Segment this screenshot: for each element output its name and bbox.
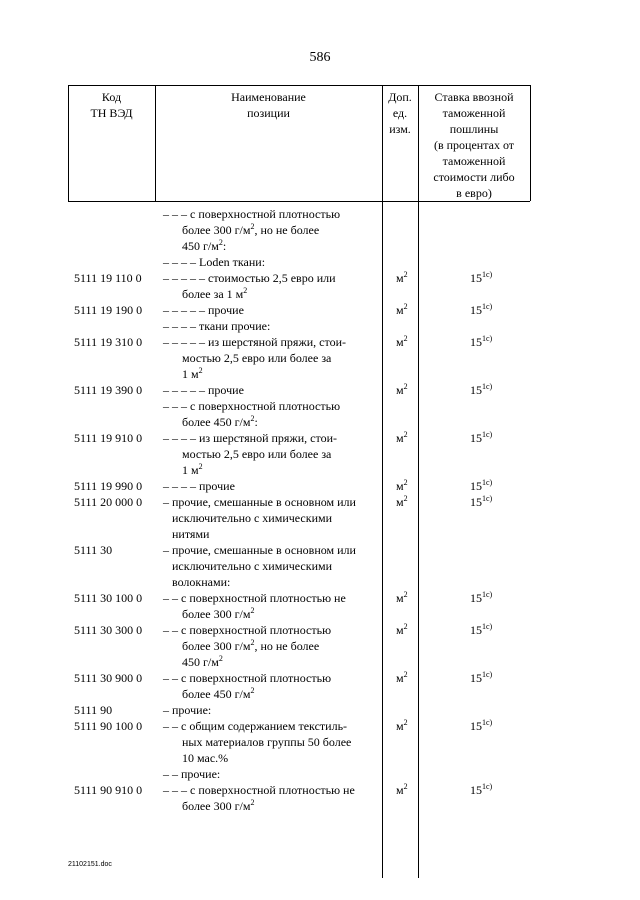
- header-name: Наименование позиции: [231, 90, 306, 120]
- position-name: [163, 270, 383, 302]
- tariff-code: 5111 30 100 0: [74, 591, 143, 605]
- supplementary-unit: $м^2$: [396, 334, 408, 349]
- supplementary-unit: $м^2$: [396, 670, 408, 685]
- duty-rate: $15^{1c)}$: [470, 718, 493, 733]
- position-name-line: – – с поверхностной плотностью не: [163, 591, 346, 605]
- position-name-line: исключительно с химическими: [172, 559, 333, 573]
- supplementary-unit: $м^2$: [396, 718, 408, 733]
- duty-rate: $15^{1c)}$: [470, 494, 493, 509]
- supplementary-unit: $м^2$: [396, 430, 408, 445]
- position-name-line: более 300 $г/м^2$: [182, 798, 255, 813]
- supplementary-unit: $м^2$: [396, 590, 408, 605]
- supplementary-unit: $м^2$: [396, 270, 408, 285]
- position-name-line: более 300 $г/м^2$: [182, 606, 255, 621]
- table-top-border: [68, 85, 530, 86]
- header-bottom-border: [68, 201, 530, 202]
- position-name: [163, 782, 383, 814]
- header-code: Код ТН ВЭД: [90, 90, 133, 120]
- tariff-code: 5111 19 990 0: [74, 479, 143, 493]
- position-name: [163, 622, 383, 670]
- position-name-line: – – – – – стоимостью 2,5 евро или: [163, 271, 336, 285]
- tariff-code: 5111 90 100 0: [74, 719, 143, 733]
- duty-rate: $15^{1c)}$: [470, 334, 493, 349]
- supplementary-unit: $м^2$: [396, 622, 408, 637]
- position-name-line: – – – с поверхностной плотностью: [163, 207, 341, 221]
- position-name-line: нитями: [172, 527, 210, 541]
- duty-rate: $15^{1c)}$: [470, 670, 493, 685]
- tariff-code: 5111 30: [74, 543, 113, 557]
- position-name-line: мостью 2,5 евро или более за: [182, 447, 332, 461]
- position-name: [163, 494, 383, 542]
- header-unit: Доп. ед. изм.: [388, 90, 412, 136]
- position-name-line: 10 мас.%: [182, 751, 229, 765]
- duty-rate: $15^{1c)}$: [470, 622, 493, 637]
- position-name-line: – прочие, смешанные в основном или: [163, 495, 356, 509]
- position-name: [163, 382, 383, 398]
- position-name: [163, 254, 383, 270]
- duty-rate: $15^{1c)}$: [470, 590, 493, 605]
- supplementary-unit: $м^2$: [396, 478, 408, 493]
- position-name-line: 450 $г/м^2$:: [182, 238, 227, 253]
- tariff-code: 5111 90: [74, 703, 113, 717]
- position-name-line: ных материалов группы 50 более: [182, 735, 352, 749]
- position-name-line: – – с поверхностной плотностью: [163, 671, 332, 685]
- supplementary-unit: $м^2$: [396, 494, 408, 509]
- tariff-code: 5111 19 390 0: [74, 383, 143, 397]
- position-name-line: 1 $м^2$: [182, 462, 203, 477]
- position-name-line: – – прочие:: [163, 767, 221, 781]
- position-name-line: – – с общим содержанием текстиль-: [163, 719, 348, 733]
- duty-rate: $15^{1c)}$: [470, 478, 493, 493]
- position-name: [163, 206, 383, 254]
- duty-rate: $15^{1c)}$: [470, 270, 493, 285]
- position-name: [163, 766, 383, 782]
- position-name-line: – – – – Loden ткани:: [163, 255, 266, 269]
- position-name: [163, 430, 383, 478]
- tariff-code: 5111 19 310 0: [74, 335, 143, 349]
- position-name: [163, 334, 383, 382]
- position-name-line: более 450 $г/м^2$: [182, 686, 255, 701]
- duty-rate: $15^{1c)}$: [470, 382, 493, 397]
- position-name: [163, 702, 383, 718]
- position-name: [163, 302, 383, 318]
- duty-rate: $15^{1c)}$: [470, 782, 493, 797]
- position-name: [163, 398, 383, 430]
- position-name: [163, 718, 383, 766]
- column-divider: [418, 85, 419, 878]
- tariff-code: 5111 19 910 0: [74, 431, 143, 445]
- position-name-line: 1 $м^2$: [182, 366, 203, 381]
- footer-filename: 21102151.doc: [68, 861, 112, 868]
- position-name-line: – – – – – из шерстяной пряжи, стои-: [163, 335, 346, 349]
- position-name: [163, 590, 383, 622]
- position-name-line: волокнами:: [172, 575, 231, 589]
- position-name-line: более 300 $г/м^2$, но не более: [182, 638, 320, 653]
- position-name-line: – – – – из шерстяной пряжи, стои-: [163, 431, 337, 445]
- position-name-line: исключительно с химическими: [172, 511, 333, 525]
- position-name-line: – – – – ткани прочие:: [163, 319, 271, 333]
- position-name-line: – – – – прочие: [163, 479, 235, 493]
- position-name: [163, 318, 383, 334]
- tariff-code: 5111 30 300 0: [74, 623, 143, 637]
- tariff-code: 5111 19 190 0: [74, 303, 143, 317]
- duty-rate: $15^{1c)}$: [470, 430, 493, 445]
- position-name-line: – прочие, смешанные в основном или: [163, 543, 356, 557]
- position-name-line: мостью 2,5 евро или более за: [182, 351, 332, 365]
- position-name-line: – – – – – прочие: [163, 303, 244, 317]
- position-name-line: 450 $г/м^2$: [182, 654, 223, 669]
- position-name-line: – – с поверхностной плотностью: [163, 623, 332, 637]
- position-name-line: более за 1 $м^2$: [182, 286, 248, 301]
- position-name-line: – – – с поверхностной плотностью: [163, 399, 341, 413]
- position-name-line: – – – с поверхностной плотностью не: [163, 783, 355, 797]
- duty-rate: $15^{1c)}$: [470, 302, 493, 317]
- supplementary-unit: $м^2$: [396, 382, 408, 397]
- table-right-border: [530, 85, 531, 201]
- position-name: [163, 670, 383, 702]
- tariff-code: 5111 20 000 0: [74, 495, 143, 509]
- header-rate: Ставка ввозной таможенной пошлины (в процентах от таможенной стоимости либо в евро): [433, 90, 515, 200]
- tariff-code: 5111 19 110 0: [74, 271, 142, 285]
- tariff-code: 5111 30 900 0: [74, 671, 143, 685]
- tariff-code: 5111 90 910 0: [74, 783, 143, 797]
- position-name-line: – – – – – прочие: [163, 383, 244, 397]
- position-name-line: – прочие:: [163, 703, 212, 717]
- position-name-line: более 300 $г/м^2$, но не более: [182, 222, 320, 237]
- position-name-line: более 450 $г/м^2$:: [182, 414, 258, 429]
- supplementary-unit: $м^2$: [396, 302, 408, 317]
- position-name: [163, 542, 383, 590]
- supplementary-unit: $м^2$: [396, 782, 408, 797]
- page-number: 586: [309, 50, 331, 65]
- position-name: [163, 478, 383, 494]
